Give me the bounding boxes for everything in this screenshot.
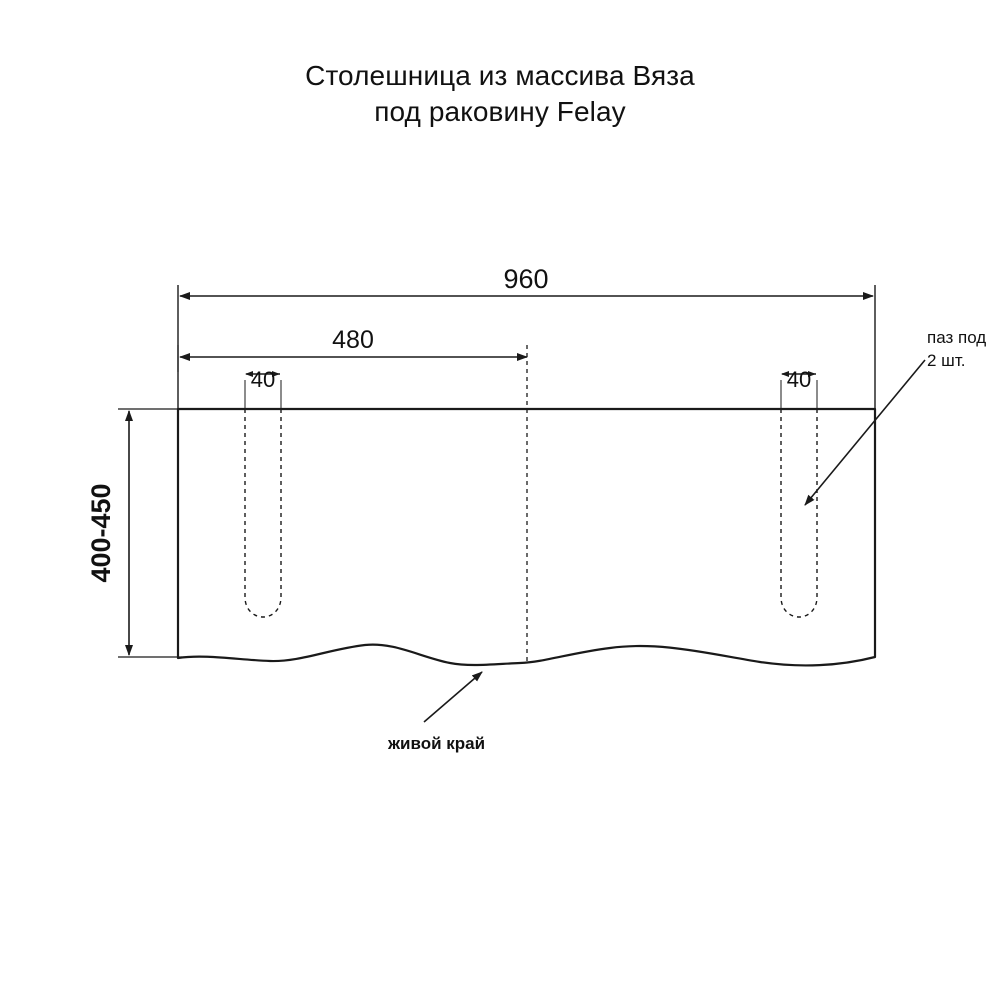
dimension-center-offset-label: 480 xyxy=(332,326,374,354)
dimension-depth-label: 400-450 xyxy=(86,483,116,583)
dimension-slot-right-label: 40 xyxy=(786,367,812,392)
dimension-slot-left-label: 40 xyxy=(250,367,276,392)
dimension-depth xyxy=(86,409,182,657)
title-line-2: под раковину Felay xyxy=(374,95,626,127)
callout-live-edge xyxy=(387,672,485,753)
dimension-center-offset xyxy=(178,326,527,372)
title-line-1: Столешница из массива Вяза xyxy=(305,60,695,91)
callout-slot-line2: 2 шт. xyxy=(927,351,966,370)
callout-slot-line1: паз под xyxy=(927,328,987,347)
dimension-overall-width xyxy=(178,264,875,415)
dimension-overall-width-label: 960 xyxy=(503,264,549,294)
callout-live-edge-label: живой край xyxy=(388,734,486,753)
